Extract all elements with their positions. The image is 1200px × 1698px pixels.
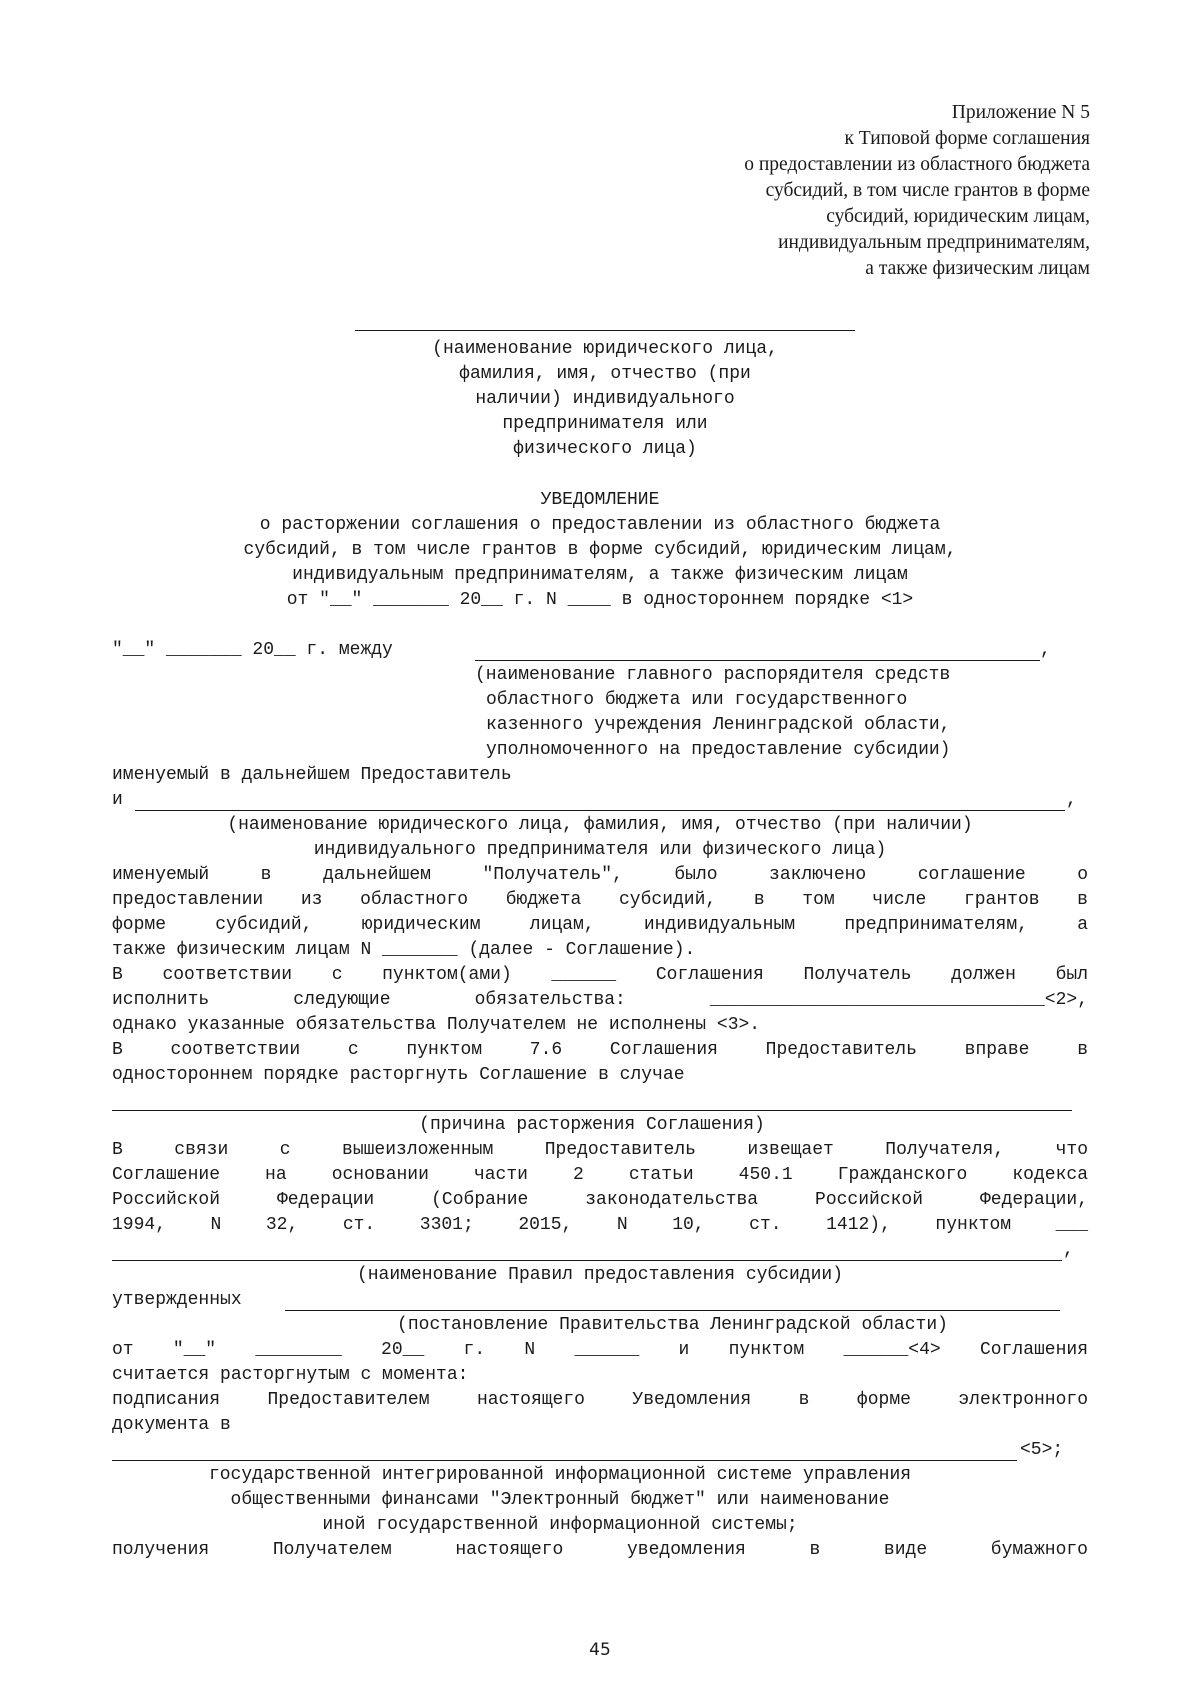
obligation-last-line: однако указанные обязательства Получателем не исполнены <3>.: [112, 1015, 761, 1035]
appendix-line: о предоставлении из областного бюджета: [744, 154, 1090, 175]
appendix-line: а также физическим лицам: [865, 258, 1090, 279]
recipient-full-name-underline: [135, 810, 1065, 811]
terminated-from-line: считается расторгнутым с момента:: [112, 1365, 469, 1385]
termination-reason-underline: [112, 1110, 1072, 1111]
system-name-underline: [112, 1460, 1017, 1461]
recipient-name-underline: [355, 330, 855, 331]
provider-named-line: именуемый в дальнейшем Предоставитель: [112, 765, 512, 785]
recipient-paragraph-line: предоставлении из областного бюджета субсидий, в том числе грантов в: [112, 890, 1088, 910]
date-between-line: "__" _______ 20__ г. между: [112, 640, 393, 660]
recipient-full-caption-line: индивидуального предпринимателя или физического лица): [313, 840, 887, 860]
signing-line: подписания Предоставителем настоящего Уведомления в форме электронного: [112, 1390, 1088, 1410]
provider-caption-line: областного бюджета или государственного: [486, 690, 908, 710]
document-in-line: документа в: [112, 1415, 231, 1435]
footnote-5: <5>;: [1020, 1440, 1064, 1460]
recipient-full-caption-line: (наименование юридического лица, фамилия, имя, отчество (при наличии): [227, 815, 973, 835]
clause-last-line: одностороннем порядке расторгнуть Соглашение в случае: [112, 1065, 685, 1085]
notice-title-line: от "__" _______ 20__ г. N ____ в одностороннем порядке <1>: [286, 590, 914, 610]
appendix-line: к Типовой форме соглашения: [844, 128, 1090, 149]
provider-caption-line: уполномоченного на предоставление субсидии): [486, 740, 951, 760]
notice-title-line: индивидуальным предпринимателям, а также физическим лицам: [292, 565, 908, 585]
rules-caption: (наименование Правил предоставления субсидии): [356, 1265, 844, 1285]
provider-caption-line: казенного учреждения Ленинградской области,: [486, 715, 951, 735]
system-caption-line: государственной интегрированной информационной системе управления: [208, 1465, 912, 1485]
appendix-line: Приложение N 5: [951, 102, 1090, 123]
notice-line: Соглашение на основании части 2 статьи 450.1 Гражданского кодекса: [112, 1165, 1088, 1185]
page-number: 45: [589, 1640, 611, 1660]
obligation-line: исполнить следующие обязательства: _______________________________<2>,: [112, 990, 1088, 1010]
appendix-line: субсидий, юридическим лицам,: [826, 206, 1090, 227]
system-caption-line: общественными финансами "Электронный бюджет" или наименование: [230, 1490, 890, 1510]
recipient-caption-line: фамилия, имя, отчество (при: [459, 364, 751, 384]
notice-title-line: субсидий, в том числе грантов в форме субсидий, юридическим лицам,: [243, 540, 957, 560]
appendix-line: субсидий, в том числе грантов в форме: [765, 180, 1090, 201]
appendix-header: [570, 100, 1090, 282]
provider-caption-line: (наименование главного распорядителя средств: [475, 665, 951, 685]
approved-label: утвержденных: [112, 1290, 242, 1310]
notice-title-line: о расторжении соглашения о предоставлении из областного бюджета: [259, 515, 941, 535]
provider-name-underline: [475, 660, 1040, 661]
notice-line: В связи с вышеизложенным Предоставитель извещает Получателя, что: [112, 1140, 1088, 1160]
and-label: и: [112, 790, 123, 810]
rules-name-underline: [112, 1260, 1062, 1261]
system-caption-line: иной государственной информационной системы;: [322, 1515, 798, 1535]
date-line-comma: ,: [1040, 640, 1051, 660]
from-date-line: от "__" ________ 20__ г. N ______ и пунктом ______<4> Соглашения: [112, 1340, 1088, 1360]
termination-reason-caption: (причина расторжения Соглашения): [419, 1115, 765, 1135]
receipt-line: получения Получателем настоящего уведомления в виде бумажного: [112, 1540, 1088, 1560]
recipient-paragraph-line: форме субсидий, юридическим лицам, индивидуальным предпринимателям, а: [112, 915, 1088, 935]
notice-heading: УВЕДОМЛЕНИЕ: [540, 490, 660, 510]
clause-line: В соответствии с пунктом 7.6 Соглашения Предоставитель вправе в: [112, 1040, 1088, 1060]
and-line-comma: ,: [1066, 790, 1077, 810]
recipient-caption-line: предпринимателя или: [502, 414, 708, 434]
recipient-caption-line: наличии) индивидуального: [475, 389, 735, 409]
recipient-paragraph-line: именуемый в дальнейшем "Получатель", было заключено соглашение о: [112, 865, 1088, 885]
recipient-caption-line: (наименование юридического лица,: [432, 339, 778, 359]
government-caption: (постановление Правительства Ленинградской области): [397, 1315, 948, 1335]
obligation-line: В соответствии с пунктом(ами) ______ Соглашения Получатель должен был: [112, 965, 1088, 985]
appendix-line: индивидуальным предпринимателям,: [778, 232, 1090, 253]
rules-line-comma: ,: [1063, 1240, 1074, 1260]
recipient-caption-line: физического лица): [513, 439, 697, 459]
notice-line: Российской Федерации (Собрание законодательства Российской Федерации,: [112, 1190, 1088, 1210]
government-decree-underline: [285, 1310, 1060, 1311]
recipient-paragraph-last-line: также физическим лицам N _______ (далее - Соглашение).: [112, 940, 696, 960]
notice-line: 1994, N 32, ст. 3301; 2015, N 10, ст. 1412), пунктом ___: [112, 1215, 1088, 1235]
